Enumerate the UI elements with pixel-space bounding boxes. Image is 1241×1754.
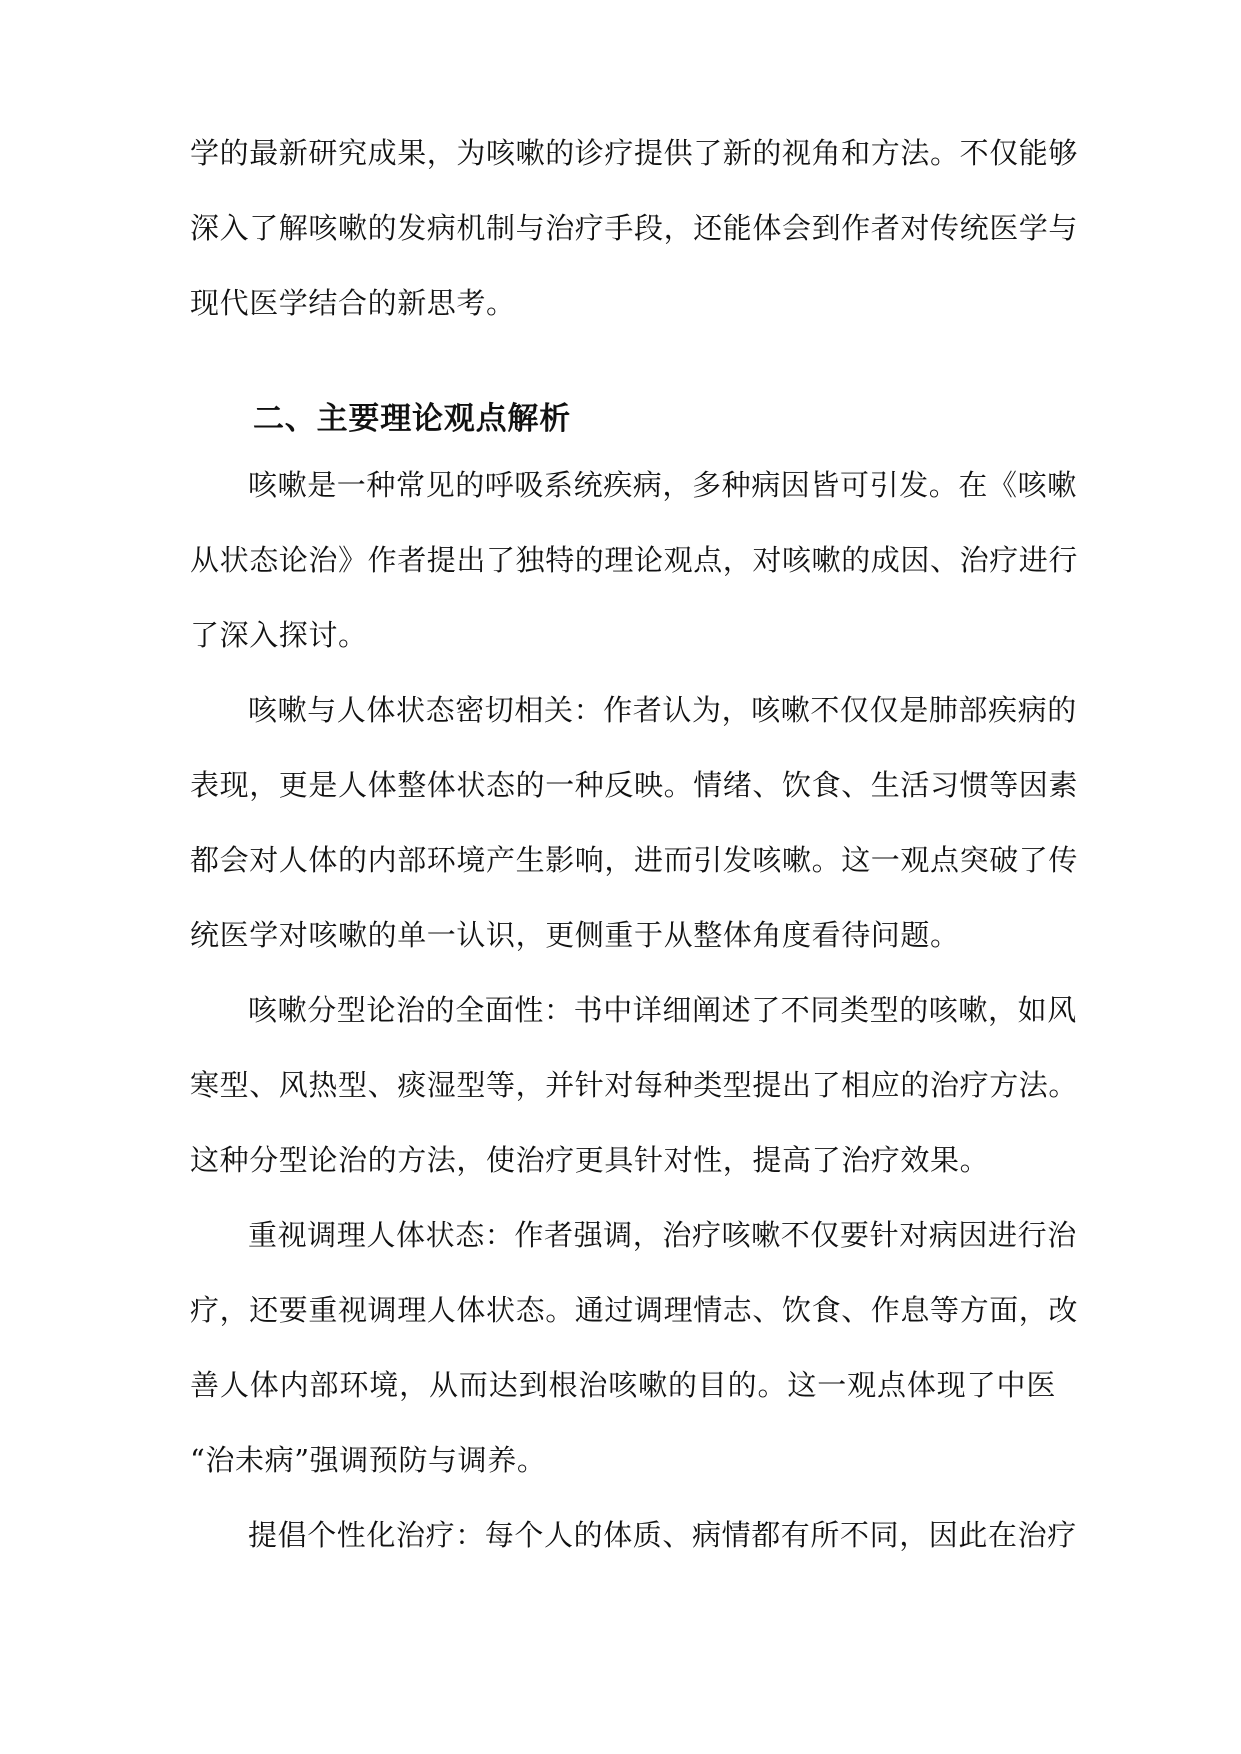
- section-heading: 二、主要理论观点解析: [253, 401, 571, 437]
- text-line: 这种分型论治的方法，使治疗更具针对性，提高了治疗效果。: [190, 1143, 990, 1177]
- text-line: 善人体内部环境，从而达到根治咳嗽的目的。这一观点体现了中医: [190, 1368, 1056, 1402]
- text-line: 表现，更是人体整体状态的一种反映。情绪、饮食、生活习惯等因素: [190, 768, 1079, 802]
- text-line: 咳嗽与人体状态密切相关：作者认为，咳嗽不仅仅是肺部疾病的: [248, 693, 1077, 727]
- intro-paragraph: [190, 116, 1079, 341]
- text-line: 寒型、风热型、痰湿型等，并针对每种类型提出了相应的治疗方法。: [190, 1068, 1079, 1102]
- text-line: 深入了解咳嗽的发病机制与治疗手段，还能体会到作者对传统医学与: [190, 211, 1079, 245]
- text-line: 了深入探讨。: [190, 618, 368, 652]
- text-line: 咳嗽分型论治的全面性：书中详细阐述了不同类型的咳嗽，如风: [248, 993, 1077, 1027]
- paragraph-2: [190, 673, 1079, 973]
- text-line: 学的最新研究成果，为咳嗽的诊疗提供了新的视角和方法。不仅能够: [190, 136, 1079, 170]
- text-line: 统医学对咳嗽的单一认识，更侧重于从整体角度看待问题。: [190, 918, 960, 952]
- text-line: 重视调理人体状态：作者强调，治疗咳嗽不仅要针对病因进行治: [248, 1218, 1077, 1252]
- text-line: 从状态论治》作者提出了独特的理论观点，对咳嗽的成因、治疗进行: [190, 543, 1079, 577]
- text-line: 现代医学结合的新思考。: [190, 286, 516, 320]
- paragraph-1: [190, 448, 1079, 673]
- text-line: “治未病”强调预防与调养。: [190, 1443, 547, 1477]
- paragraph-5: [190, 1498, 1077, 1573]
- text-line: 提倡个性化治疗：每个人的体质、病情都有所不同，因此在治疗: [248, 1518, 1077, 1552]
- text-line: 咳嗽是一种常见的呼吸系统疾病，多种病因皆可引发。在《咳嗽: [248, 468, 1077, 502]
- paragraph-3: [190, 973, 1079, 1198]
- text-line: 疗，还要重视调理人体状态。通过调理情志、饮食、作息等方面，改: [190, 1293, 1079, 1327]
- text-line: 都会对人体的内部环境产生影响，进而引发咳嗽。这一观点突破了传: [190, 843, 1079, 877]
- paragraph-4: [190, 1198, 1079, 1498]
